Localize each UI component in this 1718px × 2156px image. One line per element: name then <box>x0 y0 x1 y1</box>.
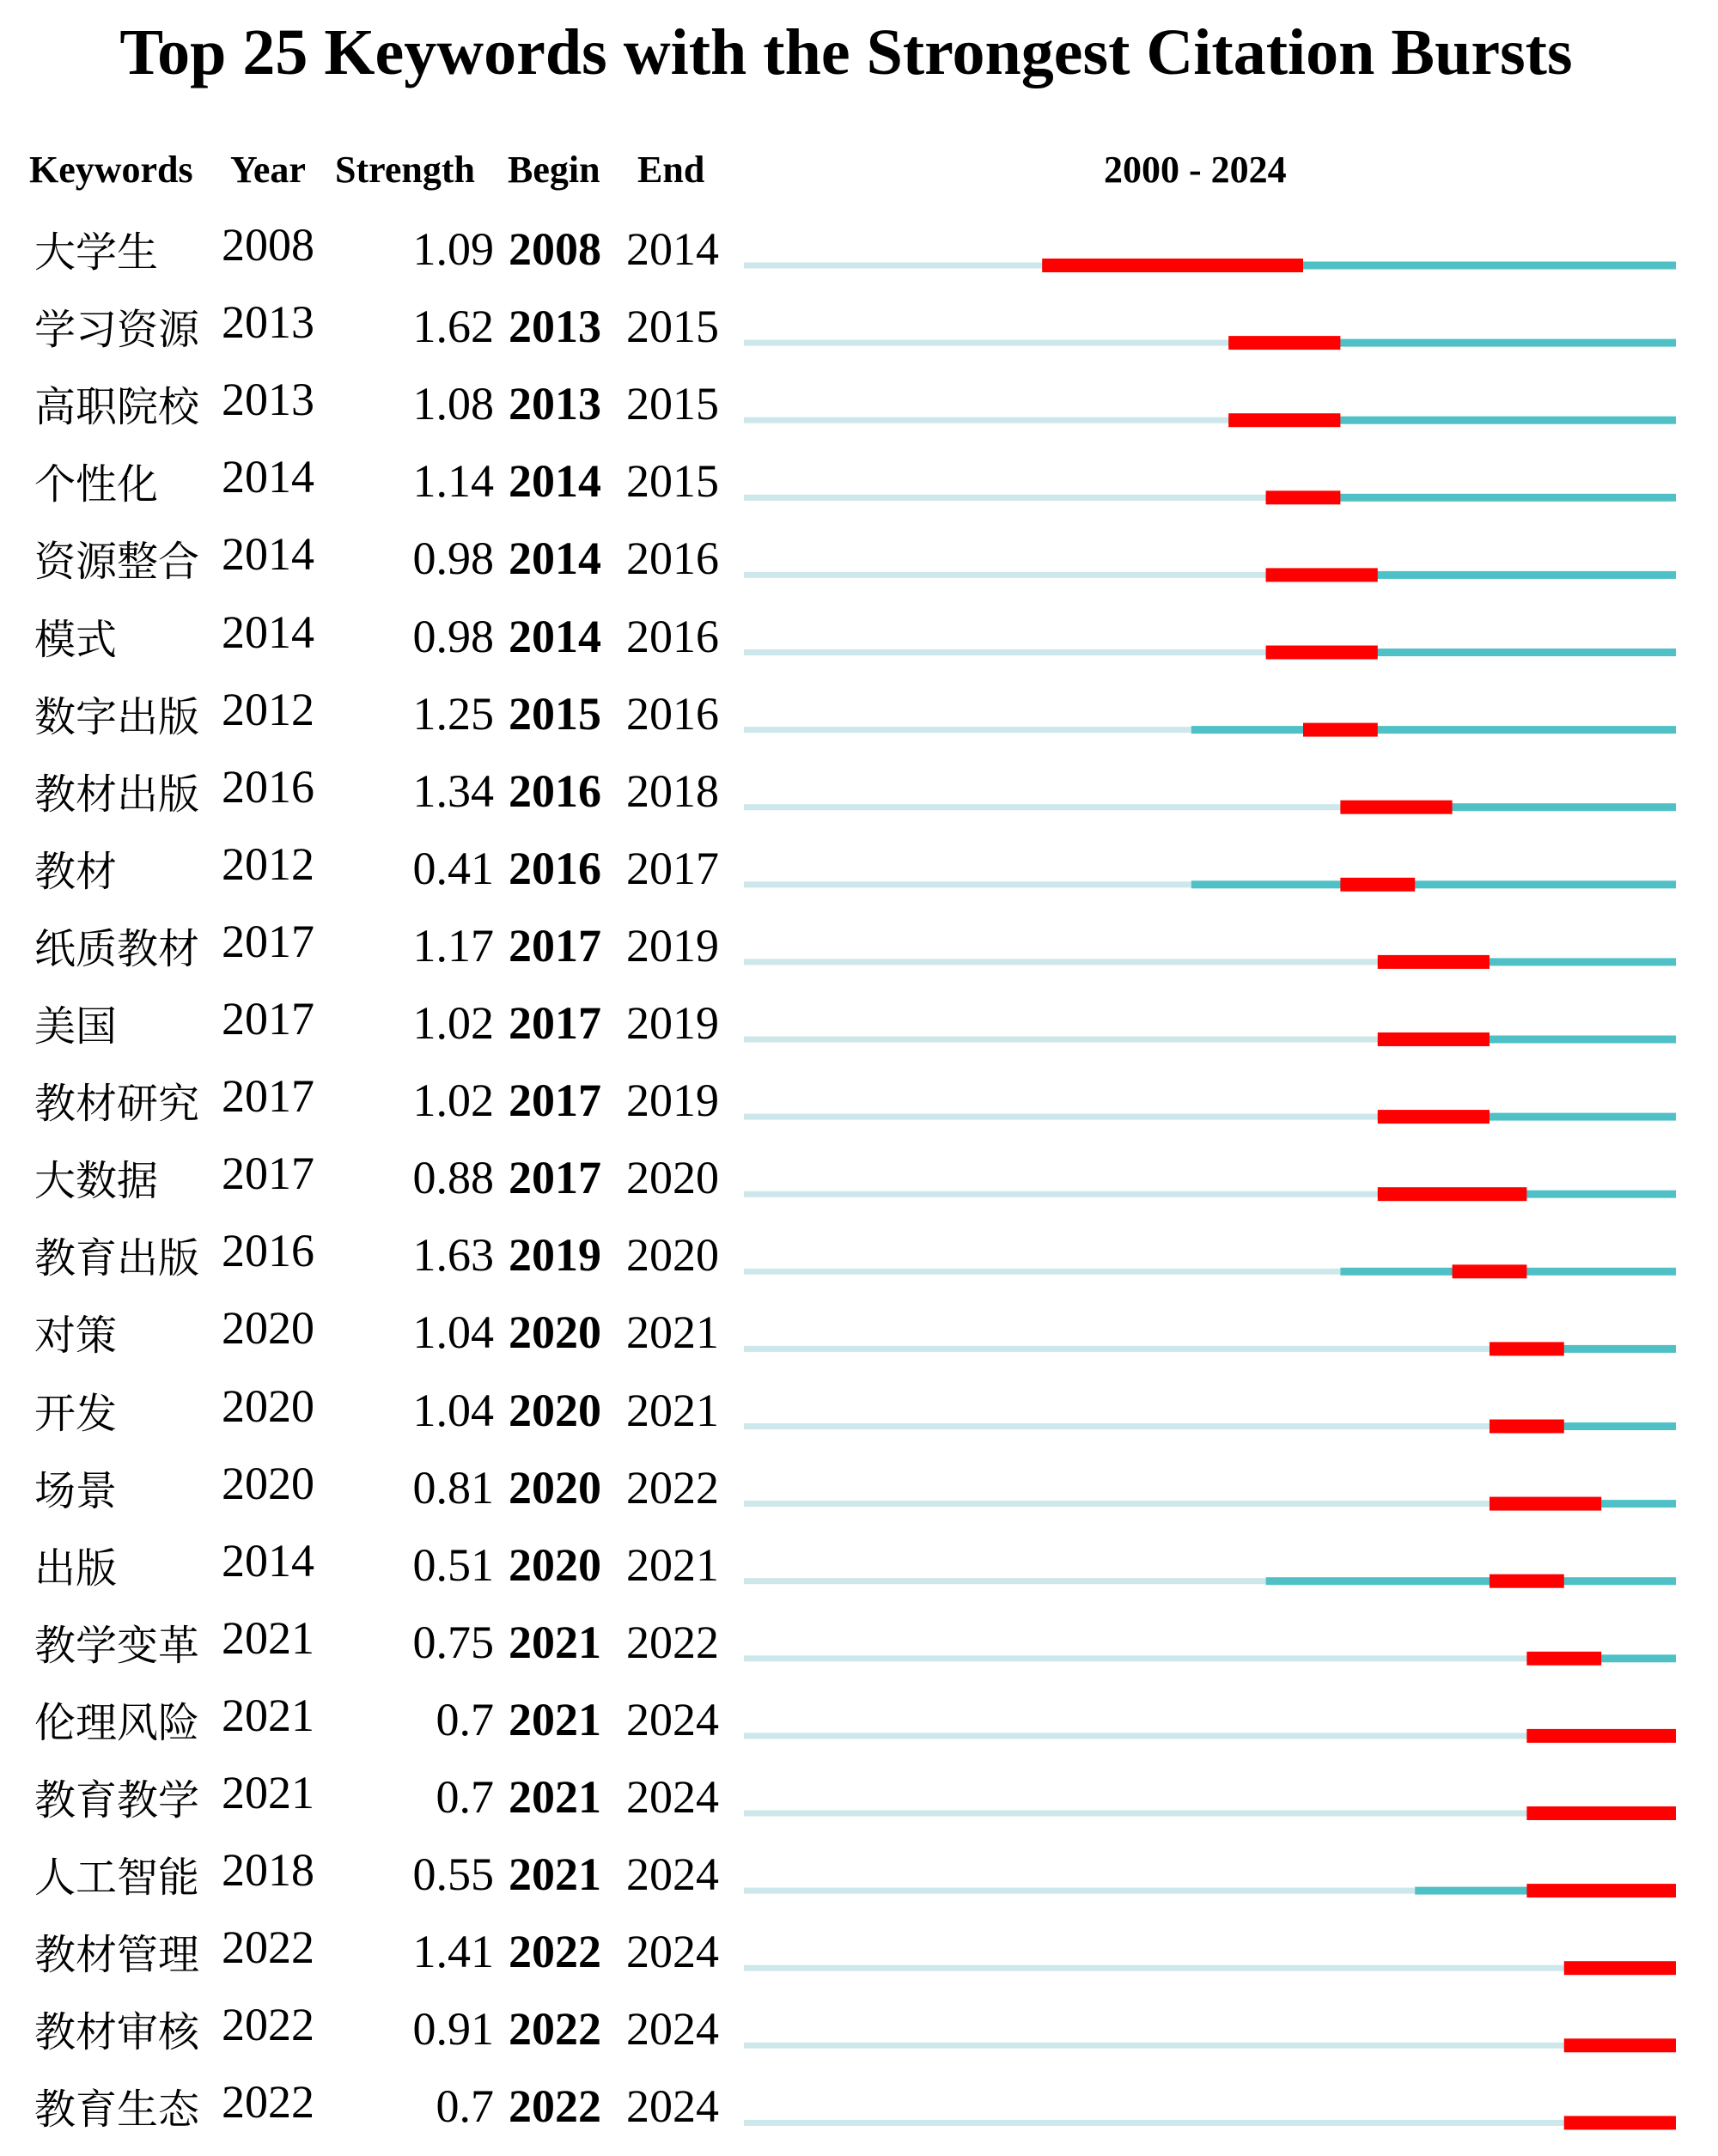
chart-title: Top 25 Keywords with the Strongest Citation Bursts <box>119 16 1573 88</box>
begin-cell: 2014 <box>509 610 601 662</box>
keyword-cell: 资源整合 <box>34 538 200 587</box>
burst-bar <box>1340 878 1415 892</box>
year-cell: 2020 <box>222 1457 314 1509</box>
year-cell: 2014 <box>222 528 314 581</box>
end-cell: 2024 <box>626 1848 719 1901</box>
keyword-cell: 教学变革 <box>34 1621 200 1670</box>
begin-cell: 2022 <box>509 1926 601 1978</box>
strength-cell: 0.51 <box>412 1538 494 1591</box>
end-cell: 2019 <box>626 919 719 971</box>
inactive-segment <box>744 340 1228 346</box>
year-cell: 2013 <box>222 374 314 426</box>
begin-cell: 2013 <box>509 378 601 430</box>
strength-cell: 1.04 <box>412 1306 494 1359</box>
end-cell: 2018 <box>626 764 719 817</box>
strength-cell: 0.98 <box>412 533 494 585</box>
active-segment <box>1191 726 1676 734</box>
end-cell: 2019 <box>626 997 719 1049</box>
year-cell: 2017 <box>222 1070 314 1123</box>
keyword-cell: 个性化 <box>34 460 159 509</box>
header-timeline-range: 2000 - 2024 <box>1104 149 1287 191</box>
year-cell: 2016 <box>222 1225 314 1277</box>
keyword-cell: 教材管理 <box>34 1931 200 1980</box>
inactive-segment <box>744 1269 1340 1275</box>
strength-cell: 0.91 <box>412 2003 494 2056</box>
begin-cell: 2016 <box>509 842 601 894</box>
begin-cell: 2020 <box>509 1461 601 1513</box>
keyword-cell: 场景 <box>34 1466 118 1515</box>
strength-cell: 0.41 <box>412 842 494 894</box>
burst-bar <box>1266 490 1341 504</box>
strength-cell: 1.02 <box>412 997 494 1049</box>
year-cell: 2020 <box>222 1302 314 1355</box>
end-cell: 2022 <box>626 1616 719 1668</box>
begin-cell: 2008 <box>509 223 601 275</box>
burst-bar <box>1266 568 1378 582</box>
header-end: End <box>637 149 705 191</box>
year-cell: 2014 <box>222 451 314 503</box>
inactive-segment <box>744 417 1228 423</box>
burst-bar <box>1490 1420 1564 1434</box>
keyword-cell: 开发 <box>34 1389 118 1438</box>
keyword-cell: 大数据 <box>34 1157 159 1206</box>
inactive-segment <box>744 804 1340 810</box>
end-cell: 2019 <box>626 1075 719 1127</box>
end-cell: 2014 <box>626 223 719 275</box>
strength-cell: 1.17 <box>412 919 494 971</box>
end-cell: 2021 <box>626 1384 719 1436</box>
keyword-cell: 教材审核 <box>34 2008 200 2057</box>
burst-bar <box>1526 1806 1676 1820</box>
burst-bar <box>1490 1497 1601 1511</box>
year-cell: 2014 <box>222 606 314 658</box>
end-cell: 2016 <box>626 610 719 662</box>
burst-bar <box>1228 413 1340 427</box>
end-cell: 2016 <box>626 533 719 585</box>
inactive-segment <box>744 1191 1378 1197</box>
strength-cell: 1.25 <box>412 687 494 740</box>
inactive-segment <box>744 1733 1526 1739</box>
begin-cell: 2019 <box>509 1229 601 1282</box>
end-cell: 2024 <box>626 1771 719 1823</box>
keyword-cell: 对策 <box>34 1312 118 1361</box>
strength-cell: 1.02 <box>412 1075 494 1127</box>
inactive-segment <box>744 881 1191 887</box>
burst-bar <box>1378 1032 1490 1046</box>
inactive-segment <box>744 1578 1266 1584</box>
inactive-segment <box>744 1965 1564 1971</box>
end-cell: 2017 <box>626 842 719 894</box>
begin-cell: 2021 <box>509 1693 601 1745</box>
year-cell: 2018 <box>222 1844 314 1897</box>
begin-cell: 2022 <box>509 2080 601 2133</box>
year-cell: 2013 <box>222 296 314 349</box>
year-cell: 2008 <box>222 219 314 271</box>
year-cell: 2017 <box>222 993 314 1045</box>
keyword-cell: 教育出版 <box>34 1234 200 1283</box>
inactive-segment <box>744 959 1378 965</box>
keyword-cell: 高职院校 <box>34 383 200 432</box>
begin-cell: 2021 <box>509 1771 601 1823</box>
keyword-cell: 人工智能 <box>34 1854 200 1903</box>
strength-cell: 1.09 <box>412 223 494 275</box>
strength-cell: 1.62 <box>412 301 494 353</box>
end-cell: 2021 <box>626 1538 719 1591</box>
begin-cell: 2020 <box>509 1306 601 1359</box>
begin-cell: 2020 <box>509 1538 601 1591</box>
burst-bar <box>1564 1961 1676 1975</box>
strength-cell: 1.08 <box>412 378 494 430</box>
keyword-cell: 大学生 <box>34 228 159 277</box>
strength-cell: 1.34 <box>412 764 494 817</box>
end-cell: 2022 <box>626 1461 719 1513</box>
year-cell: 2012 <box>222 837 314 890</box>
burst-bar <box>1490 1342 1564 1355</box>
header-keywords: Keywords <box>29 149 193 191</box>
strength-cell: 1.63 <box>412 1229 494 1282</box>
header-year: Year <box>230 149 306 191</box>
keyword-cell: 教育教学 <box>34 1776 200 1824</box>
inactive-segment <box>744 1811 1526 1817</box>
strength-cell: 0.55 <box>412 1848 494 1901</box>
begin-cell: 2015 <box>509 687 601 740</box>
burst-bar <box>1378 1110 1490 1124</box>
burst-bar <box>1303 723 1378 737</box>
strength-cell: 1.41 <box>412 1926 494 1978</box>
end-cell: 2020 <box>626 1229 719 1282</box>
begin-cell: 2014 <box>509 455 601 508</box>
strength-cell: 1.04 <box>412 1384 494 1436</box>
burst-bar <box>1453 1264 1527 1278</box>
keyword-cell: 伦理风险 <box>34 1698 200 1747</box>
active-segment <box>1266 1577 1676 1585</box>
inactive-segment <box>744 1114 1378 1120</box>
end-cell: 2024 <box>626 2080 719 2133</box>
active-segment <box>1191 880 1676 888</box>
inactive-segment <box>744 495 1266 501</box>
inactive-segment <box>744 727 1191 733</box>
begin-cell: 2013 <box>509 301 601 353</box>
burst-bar <box>1266 646 1378 660</box>
keyword-cell: 出版 <box>34 1544 118 1593</box>
burst-bar <box>1526 1652 1601 1666</box>
year-cell: 2017 <box>222 1148 314 1200</box>
strength-cell: 1.14 <box>412 455 494 508</box>
end-cell: 2015 <box>626 301 719 353</box>
end-cell: 2020 <box>626 1152 719 1204</box>
burst-bar <box>1228 336 1340 350</box>
begin-cell: 2017 <box>509 1152 601 1204</box>
keyword-cell: 数字出版 <box>34 692 200 741</box>
keyword-cell: 教材 <box>34 847 118 896</box>
end-cell: 2021 <box>626 1306 719 1359</box>
strength-cell: 0.88 <box>412 1152 494 1204</box>
end-cell: 2015 <box>626 378 719 430</box>
strength-cell: 0.7 <box>436 1771 494 1823</box>
header-strength: Strength <box>335 149 475 191</box>
inactive-segment <box>744 1346 1490 1352</box>
end-cell: 2024 <box>626 2003 719 2056</box>
year-cell: 2022 <box>222 2076 314 2129</box>
keyword-cell: 模式 <box>34 615 118 664</box>
begin-cell: 2017 <box>509 997 601 1049</box>
end-cell: 2015 <box>626 455 719 508</box>
year-cell: 2012 <box>222 683 314 735</box>
inactive-segment <box>744 649 1266 655</box>
begin-cell: 2020 <box>509 1384 601 1436</box>
inactive-segment <box>744 1037 1378 1043</box>
end-cell: 2016 <box>626 687 719 740</box>
keyword-cell: 教材研究 <box>34 1080 200 1129</box>
keyword-cell: 美国 <box>34 1002 118 1051</box>
burst-bar <box>1340 801 1452 814</box>
begin-cell: 2021 <box>509 1616 601 1668</box>
burst-bar <box>1042 259 1303 272</box>
burst-bar <box>1526 1729 1676 1743</box>
year-cell: 2022 <box>222 1922 314 1974</box>
inactive-segment <box>744 1888 1415 1894</box>
inactive-segment <box>744 263 1042 269</box>
end-cell: 2024 <box>626 1693 719 1745</box>
begin-cell: 2017 <box>509 919 601 971</box>
inactive-segment <box>744 572 1266 578</box>
year-cell: 2020 <box>222 1379 314 1432</box>
inactive-segment <box>744 1501 1490 1507</box>
begin-cell: 2014 <box>509 533 601 585</box>
year-cell: 2021 <box>222 1611 314 1664</box>
burst-bar <box>1526 1884 1676 1897</box>
strength-cell: 0.98 <box>412 610 494 662</box>
burst-bar <box>1564 2038 1676 2052</box>
inactive-segment <box>744 1655 1526 1661</box>
inactive-segment <box>744 2120 1564 2126</box>
year-cell: 2016 <box>222 760 314 813</box>
year-cell: 2022 <box>222 1999 314 2051</box>
begin-cell: 2021 <box>509 1848 601 1901</box>
begin-cell: 2016 <box>509 764 601 817</box>
strength-cell: 0.7 <box>436 2080 494 2133</box>
year-cell: 2021 <box>222 1689 314 1741</box>
keyword-cell: 教材出版 <box>34 770 200 819</box>
strength-cell: 0.7 <box>436 1693 494 1745</box>
keyword-cell: 纸质教材 <box>34 924 200 973</box>
begin-cell: 2017 <box>509 1075 601 1127</box>
inactive-segment <box>744 2043 1564 2049</box>
keyword-cell: 学习资源 <box>34 306 200 355</box>
end-cell: 2024 <box>626 1926 719 1978</box>
year-cell: 2021 <box>222 1767 314 1818</box>
burst-bar <box>1378 1187 1527 1201</box>
burst-bar <box>1564 2116 1676 2129</box>
begin-cell: 2022 <box>509 2003 601 2056</box>
year-cell: 2014 <box>222 1534 314 1587</box>
year-cell: 2017 <box>222 915 314 967</box>
strength-cell: 0.75 <box>412 1616 494 1668</box>
keyword-cell: 教育生态 <box>34 2086 200 2135</box>
header-begin: Begin <box>508 149 600 191</box>
strength-cell: 0.81 <box>412 1461 494 1513</box>
burst-bar <box>1378 955 1490 969</box>
inactive-segment <box>744 1423 1490 1429</box>
burst-bar <box>1490 1574 1564 1588</box>
